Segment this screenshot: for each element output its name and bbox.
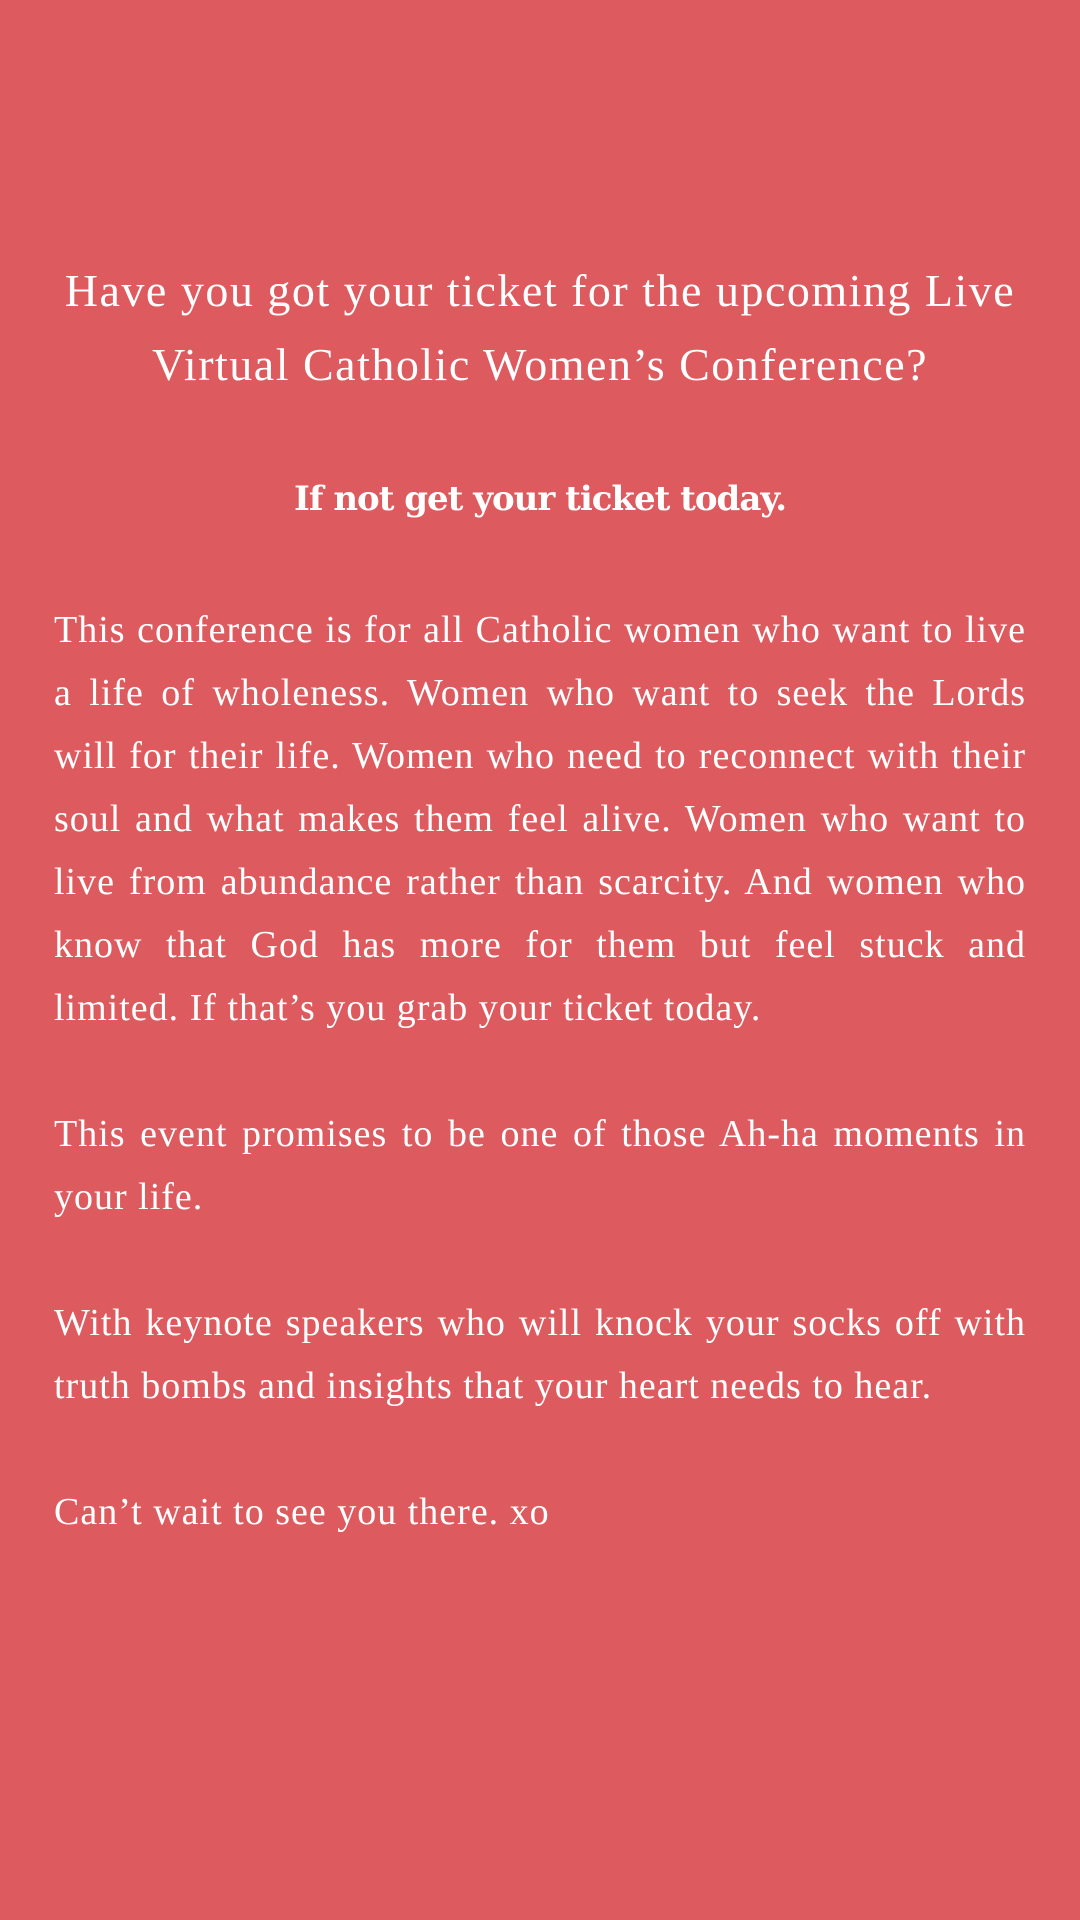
conference-description: This conference is for all Catholic women who want to live a life of wholeness. Women who want to seek the Lords will for their life. Women who need to reconnect with their soul and what makes them feel alive. Women who want to live from abundance rather than scarcity. And women who know that God has more for them but feel stuck and limited. If that’s you grab your ticket today. — [54, 609, 1026, 1029]
closing-signoff: Can’t wait to see you there. xo — [54, 1491, 550, 1533]
event-promise: This event promises to be one of those Ah-ha moments in your life. — [54, 1113, 1026, 1218]
keynote-speakers-text: With keynote speakers who will knock your socks off with truth bombs and insights that your heart needs to hear. — [54, 1302, 1026, 1407]
conference-headline: Have you got your ticket for the upcoming Live Virtual Catholic Women’s Conference? — [64, 265, 1016, 390]
ticket-callout: If not get your ticket today. — [293, 479, 787, 519]
